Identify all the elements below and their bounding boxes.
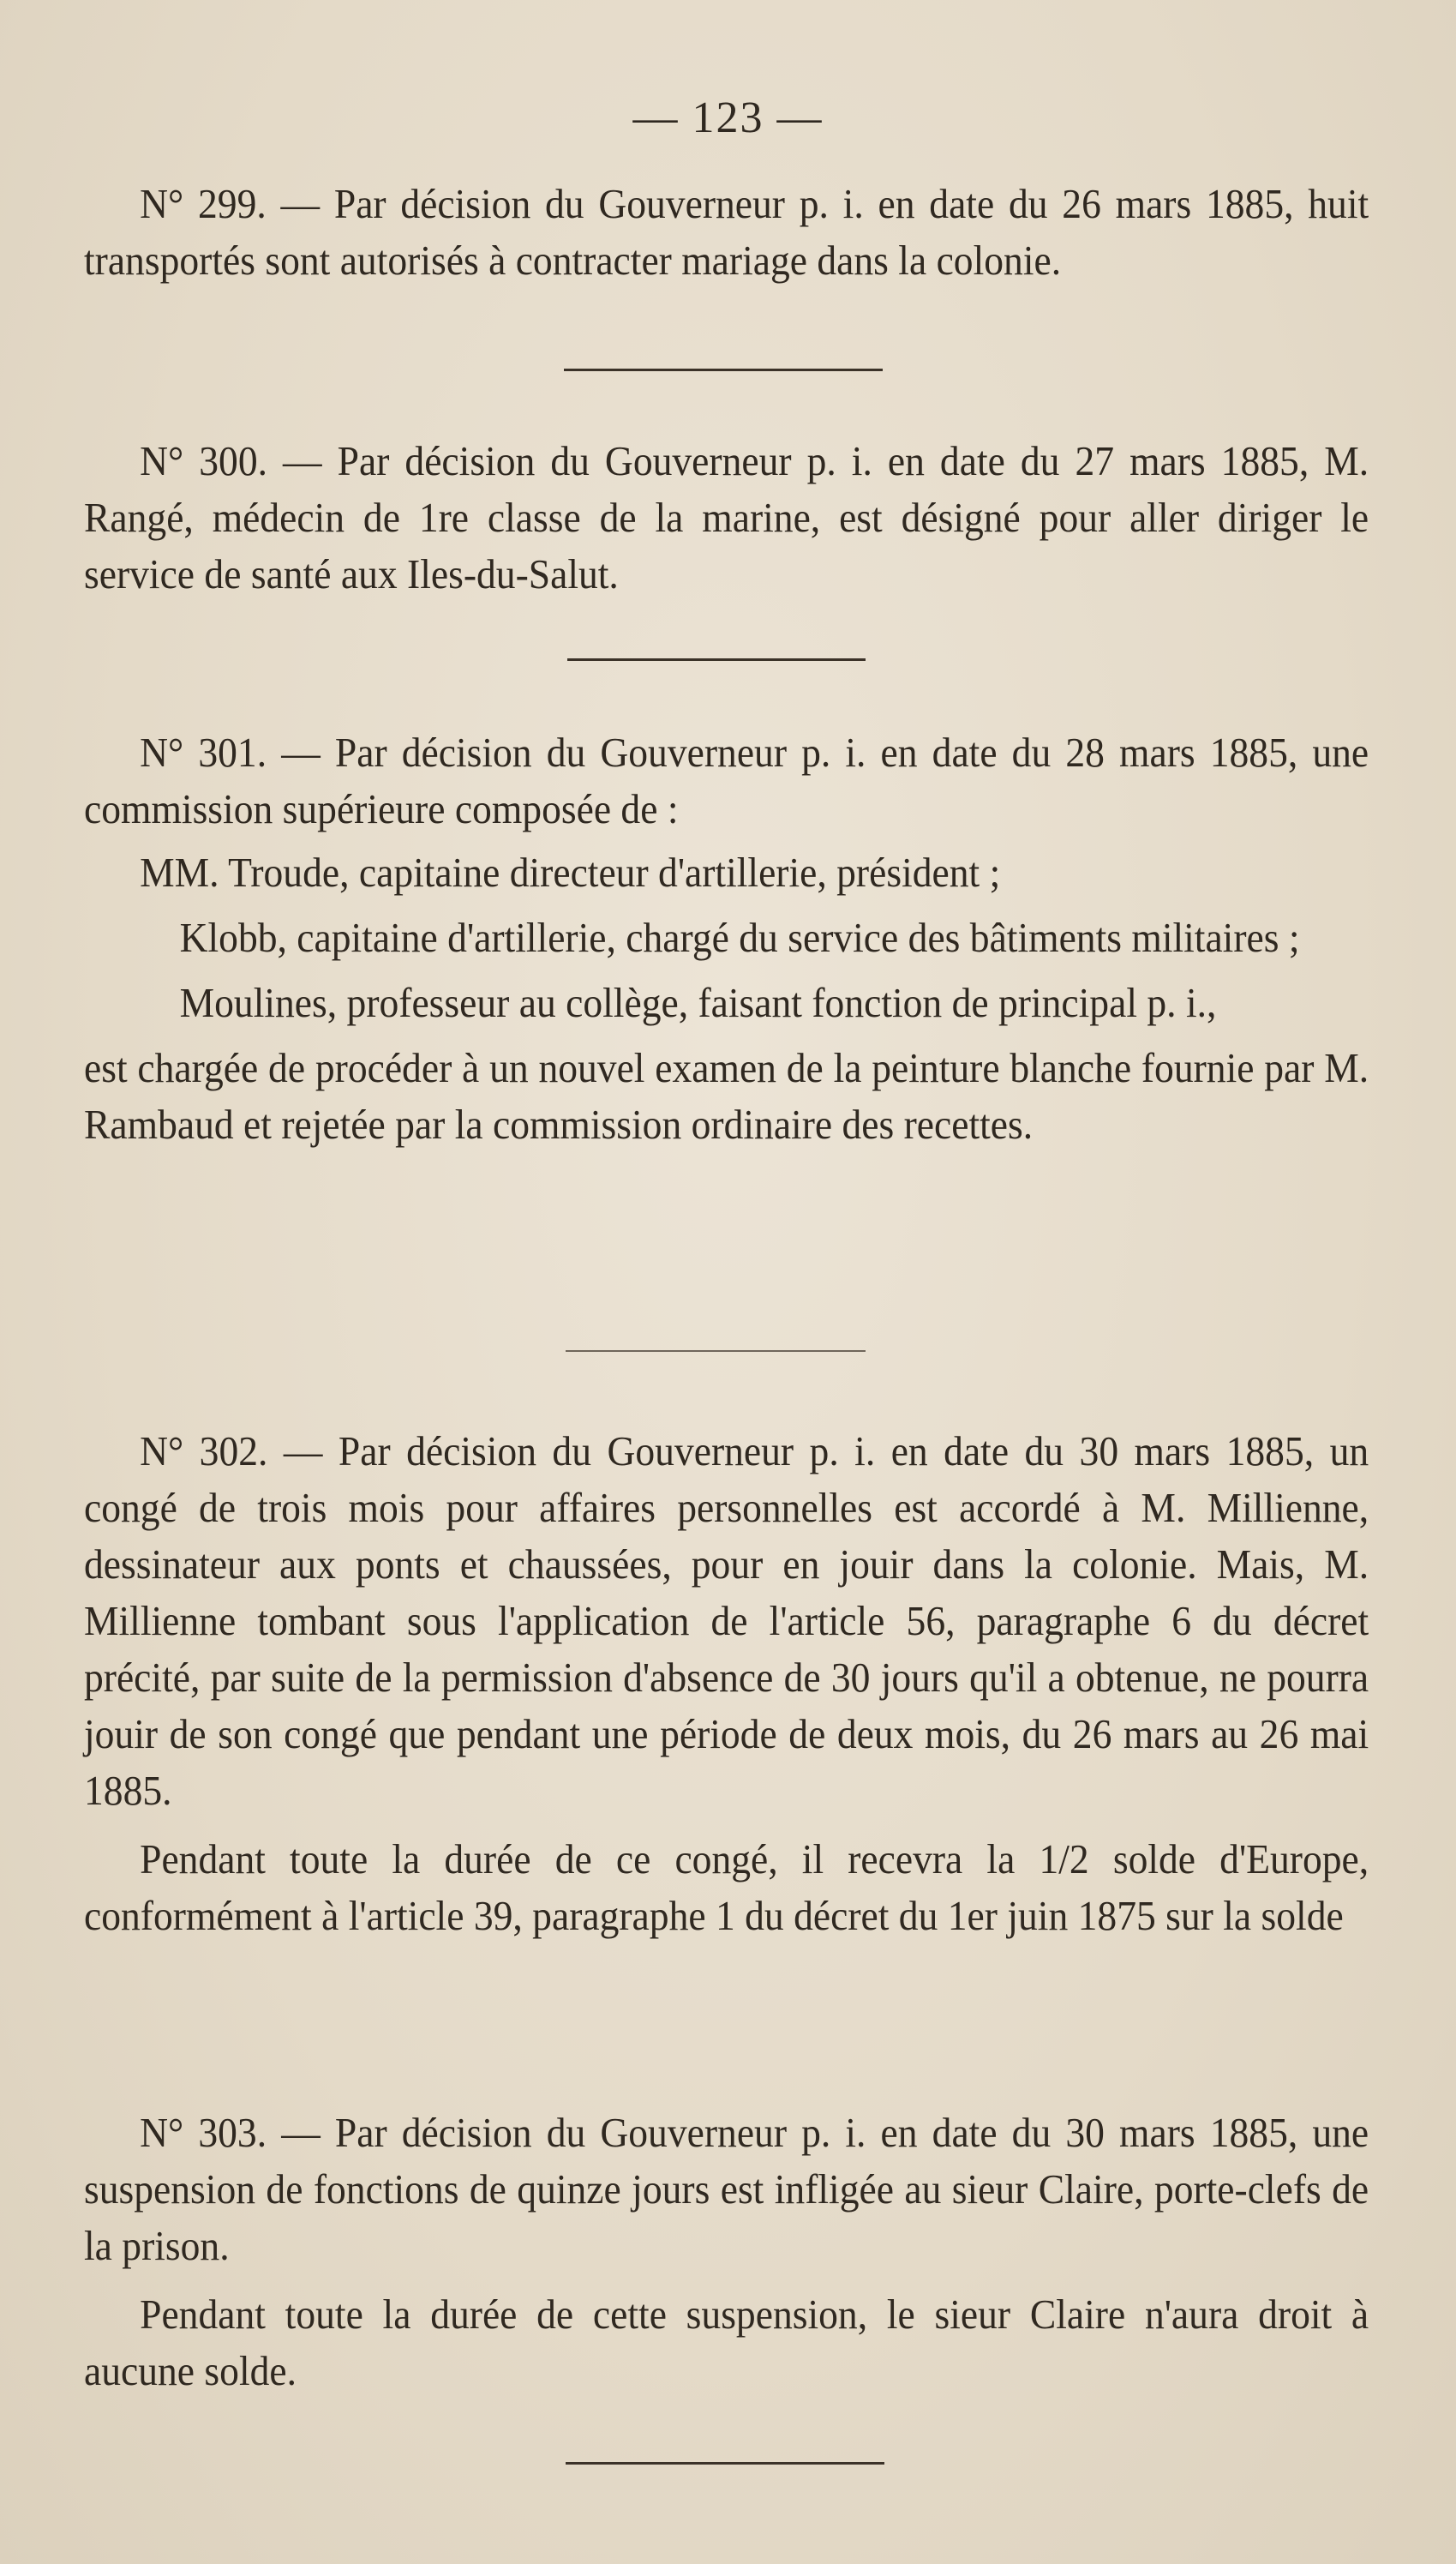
entry-paragraph: N° 302. — Par décision du Gouverneur p. i. en date du 30 mars 1885, un congé de trois mois pour affaires personnelles est accordé à M. Millienne, dessinateur aux ponts et chaussées, pour en jouir dans la colonie. Mais, M. Millienne tombant sous l'application de l'article 56, paragraphe 6 du décret précité, par suite de la permission d'absence de 30 jours qu'il a obtenue, ne pourra jouir de son congé que pendant une période de deux mois, du 26 mars au 26 mai 1885. [84,1427,1369,1814]
entry-302 [84,1423,1369,1944]
entry-303 [84,2105,1369,2399]
entry-intro: N° 301. — Par décision du Gouverneur p. i. en date du 28 mars 1885, une commission supérieure composée de : [84,729,1369,832]
entry-299 [84,176,1369,289]
separator-rule [566,1350,866,1352]
separator-rule [566,2462,884,2465]
separator-rule [564,369,883,371]
entry-paragraph: N° 299. — Par décision du Gouverneur p. i. en date du 26 mars 1885, huit transportés sont autorisés à contracter mariage dans la colonie. [84,180,1369,284]
entry-paragraph: Pendant toute la durée de cette suspension, le sieur Claire n'aura droit à aucune solde. [84,2291,1369,2394]
page-number: — 123 — [632,93,824,142]
entry-paragraph: Pendant toute la durée de ce congé, il recevra la 1/2 solde d'Europe, conformément à l'article 39, paragraphe 1 du décret du 1er juin 1875 sur la solde [84,1835,1369,1939]
entry-paragraph: N° 303. — Par décision du Gouverneur p. i. en date du 30 mars 1885, une suspension de fonctions de quinze jours est infligée au sieur Claire, porte-clefs de la prison. [84,2109,1369,2269]
commission-member: MM. Troude, capitaine directeur d'artillerie, président ; [140,849,1001,896]
entry-outro: est chargée de procéder à un nouvel examen de la peinture blanche fournie par M. Rambaud et rejetée par la commission ordinaire des recettes. [84,1044,1369,1148]
separator-rule [567,658,866,661]
commission-member: Moulines, professeur au collège, faisant fonction de principal p. i., [179,979,1217,1026]
commission-member: Klobb, capitaine d'artillerie, chargé du service des bâtiments militaires ; [179,914,1300,961]
entry-300 [84,433,1369,603]
entry-301 [84,724,1369,1153]
entry-paragraph: N° 300. — Par décision du Gouverneur p. i. en date du 27 mars 1885, M. Rangé, médecin de 1re classe de la marine, est désigné pour aller diriger le service de santé aux Iles-du-Salut. [84,437,1369,597]
